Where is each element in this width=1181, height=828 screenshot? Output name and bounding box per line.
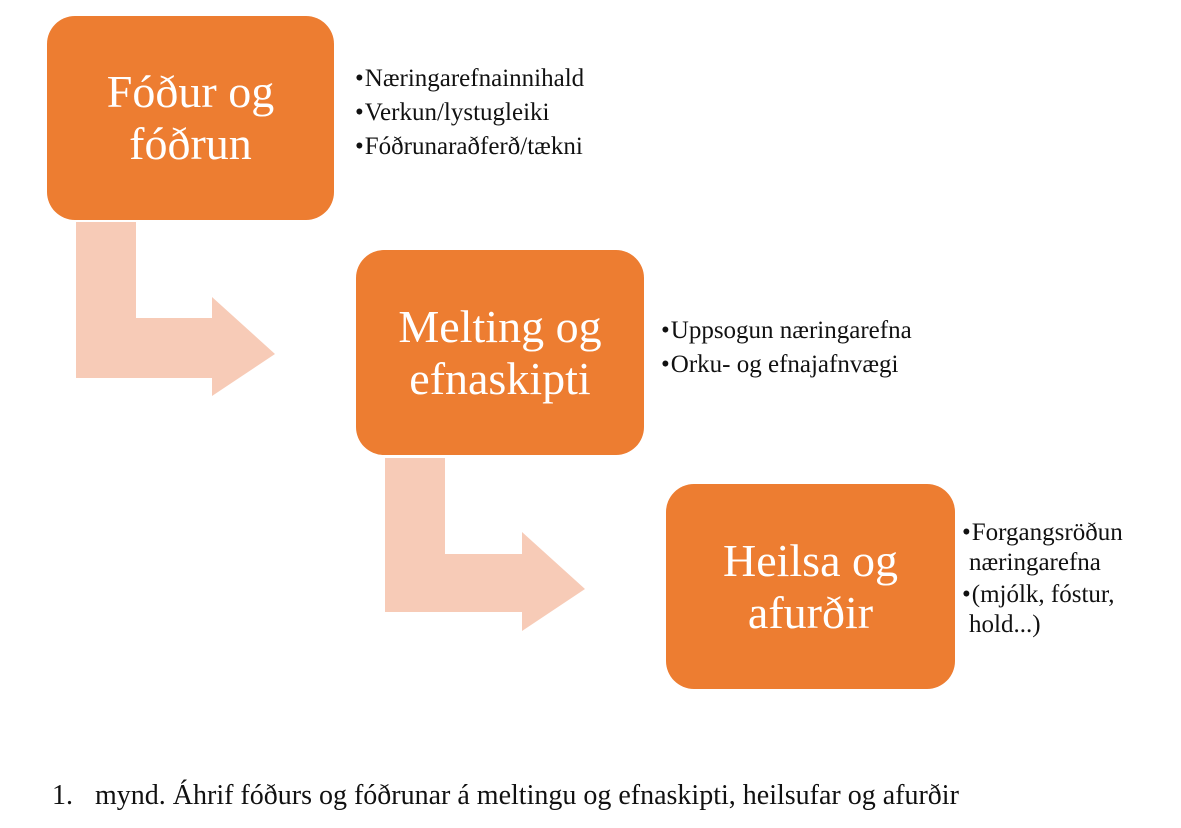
step-box-digestion [356, 250, 644, 455]
step-box-feed [47, 16, 334, 220]
bullet-text: Forgangsröðun næringarefna [969, 519, 1123, 576]
step-title-line: Fóður og [106, 66, 275, 118]
bullet-text: Uppsogun næringarefna [670, 317, 912, 344]
bullet-item [661, 314, 912, 348]
bullet-item [355, 130, 584, 164]
bullet-marker: • [962, 581, 971, 608]
bullet-text: Næringarefnainnihald [364, 65, 585, 92]
bullet-text: (mjólk, fóstur, hold...) [969, 581, 1115, 638]
step-title-line: afurðir [747, 586, 874, 638]
bullet-item [355, 62, 584, 96]
step-title-line: efnaskipti [409, 352, 591, 404]
bullet-marker: • [355, 65, 364, 92]
bullet-list-feed [355, 62, 584, 163]
bullet-marker: • [355, 132, 364, 160]
bullet-text: Verkun/lystugleiki [364, 98, 550, 126]
bullet-item [962, 518, 1167, 578]
bullet-marker: • [355, 98, 364, 126]
bullet-item [661, 348, 912, 382]
step-title-line: Melting og [398, 300, 602, 352]
step-box-health [666, 484, 955, 689]
bullet-marker: • [962, 519, 971, 546]
bullet-marker: • [661, 317, 670, 344]
bullet-text: Orku- og efnajafnvægi [670, 350, 899, 378]
bullet-list-digestion [661, 314, 912, 382]
bullet-list-health [962, 518, 1167, 642]
step-title-line: Heilsa og [722, 534, 898, 586]
bullet-item [355, 96, 584, 130]
figure-caption [52, 780, 959, 812]
bullet-item [962, 580, 1167, 640]
flow-arrow-2 [385, 458, 585, 631]
bullet-marker: • [661, 350, 670, 378]
step-title-line: fóðrun [129, 118, 252, 169]
bullet-text: Fóðrunaraðferð/tækni [364, 132, 583, 160]
caption-text: mynd. Áhrif fóðurs og fóðrunar á meltingu og efnaskipti, heilsufar og afurðir [95, 780, 959, 811]
caption-number: 1. [52, 780, 73, 811]
flow-arrow-1 [76, 222, 275, 396]
